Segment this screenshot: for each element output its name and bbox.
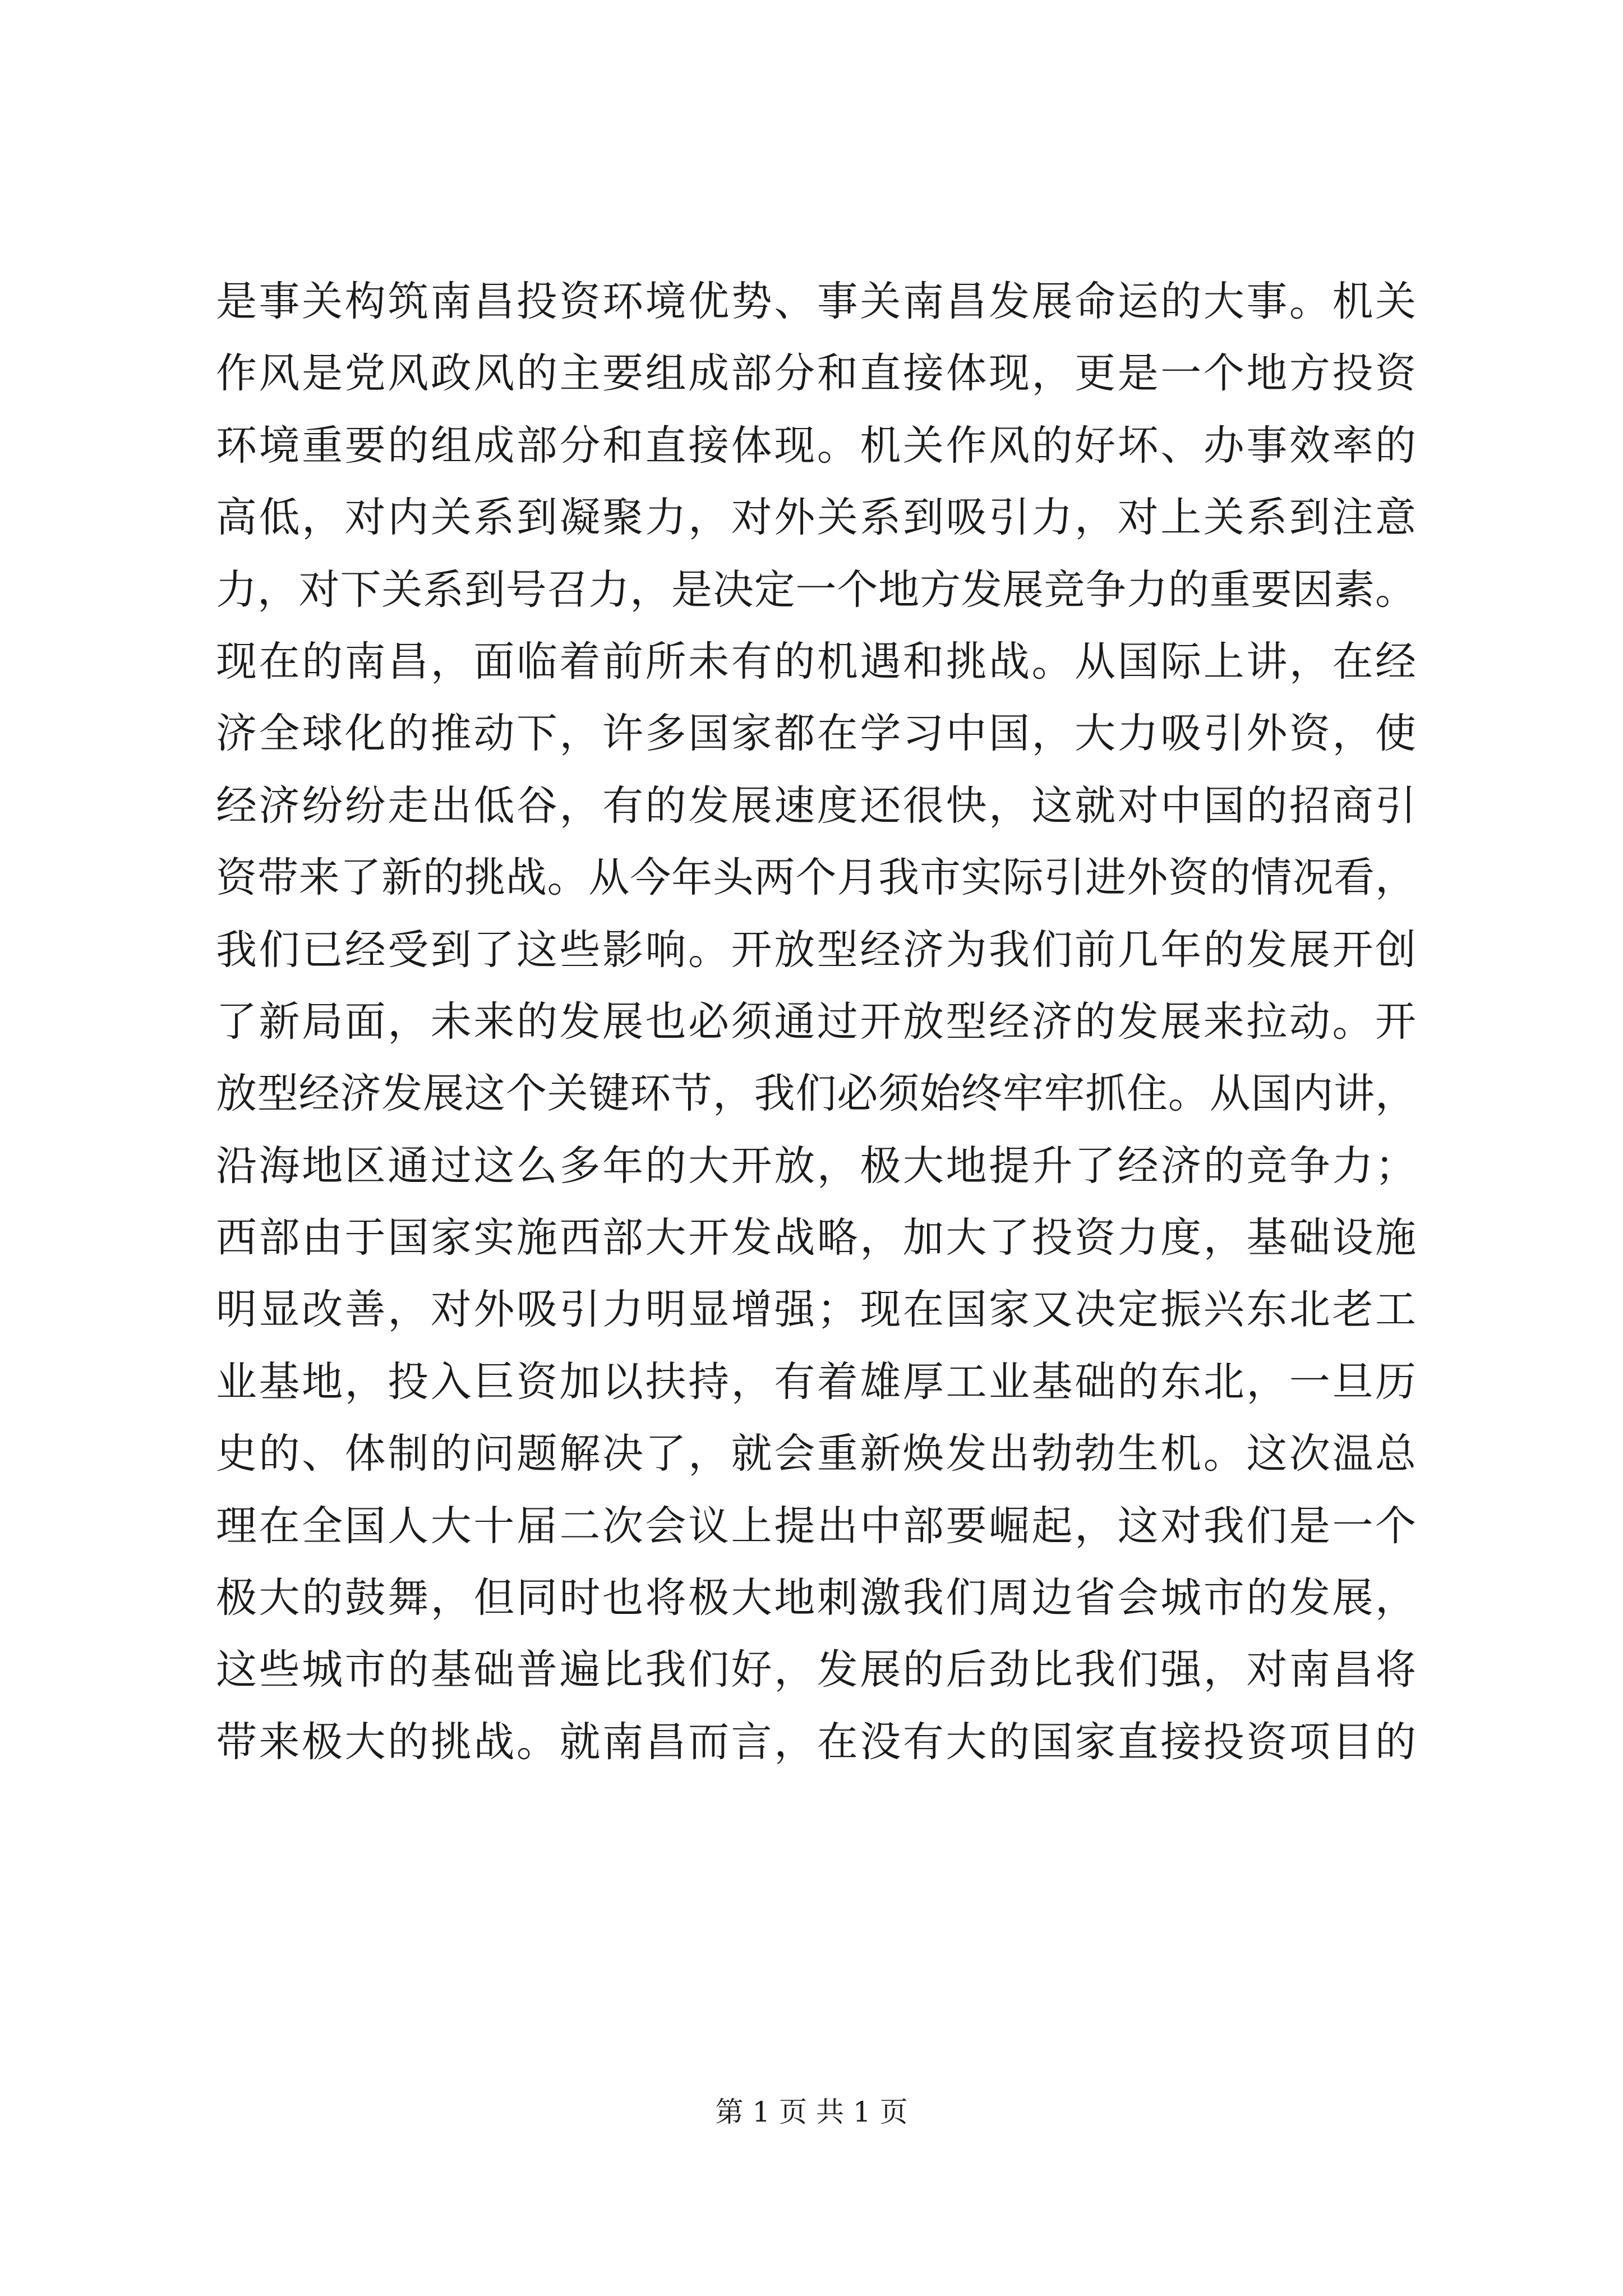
text-line: 了新局面，未来的发展也必须通过开放型经济的发展来拉动。开 <box>216 997 1416 1046</box>
text-line: 是事关构筑南昌投资环境优势、事关南昌发展命运的大事。机关 <box>216 278 1416 325</box>
text-line: 资带来了新的挑战。从今年头两个月我市实际引进外资的情况看， <box>216 854 1416 902</box>
text-line: 放型经济发展这个关键环节，我们必须始终牢牢抓住。从国内讲， <box>216 1070 1416 1118</box>
text-line: 现在的南昌，面临着前所未有的机遇和挑战。从国际上讲，在经 <box>216 637 1416 685</box>
text-line: 理在全国人大十届二次会议上提出中部要崛起，这对我们是一个 <box>216 1502 1416 1550</box>
text-line: 经济纷纷走出低谷，有的发展速度还很快，这就对中国的招商引 <box>216 781 1416 830</box>
text-line: 济全球化的推动下，许多国家都在学习中国，大力吸引外资，使 <box>216 710 1416 758</box>
text-line: 力，对下关系到号召力，是决定一个地方发展竞争力的重要因素。 <box>216 565 1416 614</box>
page-footer <box>0 2092 1623 2132</box>
text-line: 西部由于国家实施西部大开发战略，加大了投资力度，基础设施 <box>216 1214 1416 1262</box>
text-line: 带来极大的挑战。就南昌而言，在没有大的国家直接投资项目的 <box>216 1718 1416 1766</box>
text-line: 作风是党风政风的主要组成部分和直接体现，更是一个地方投资 <box>216 349 1416 398</box>
text-line: 沿海地区通过这么多年的大开放，极大地提升了经济的竞争力； <box>216 1142 1416 1190</box>
text-line: 我们已经受到了这些影响。开放型经济为我们前几年的发展开创 <box>216 926 1416 974</box>
text-line: 明显改善，对外吸引力明显增强；现在国家又决定振兴东北老工 <box>216 1286 1416 1334</box>
page-number-label: 第 1 页 共 1 页 <box>715 2096 908 2128</box>
body-text <box>216 266 1416 1778</box>
text-line: 业基地，投入巨资加以扶持，有着雄厚工业基础的东北，一旦历 <box>216 1358 1416 1406</box>
text-line: 这些城市的基础普遍比我们好，发展的后劲比我们强，对南昌将 <box>216 1646 1416 1694</box>
text-line: 环境重要的组成部分和直接体现。机关作风的好坏、办事效率的 <box>216 421 1416 470</box>
text-line: 史的、体制的问题解决了，就会重新焕发出勃勃生机。这次温总 <box>216 1430 1416 1478</box>
text-line: 极大的鼓舞，但同时也将极大地刺激我们周边省会城市的发展， <box>216 1574 1416 1622</box>
text-line: 高低，对内关系到凝聚力，对外关系到吸引力，对上关系到注意 <box>216 494 1416 542</box>
